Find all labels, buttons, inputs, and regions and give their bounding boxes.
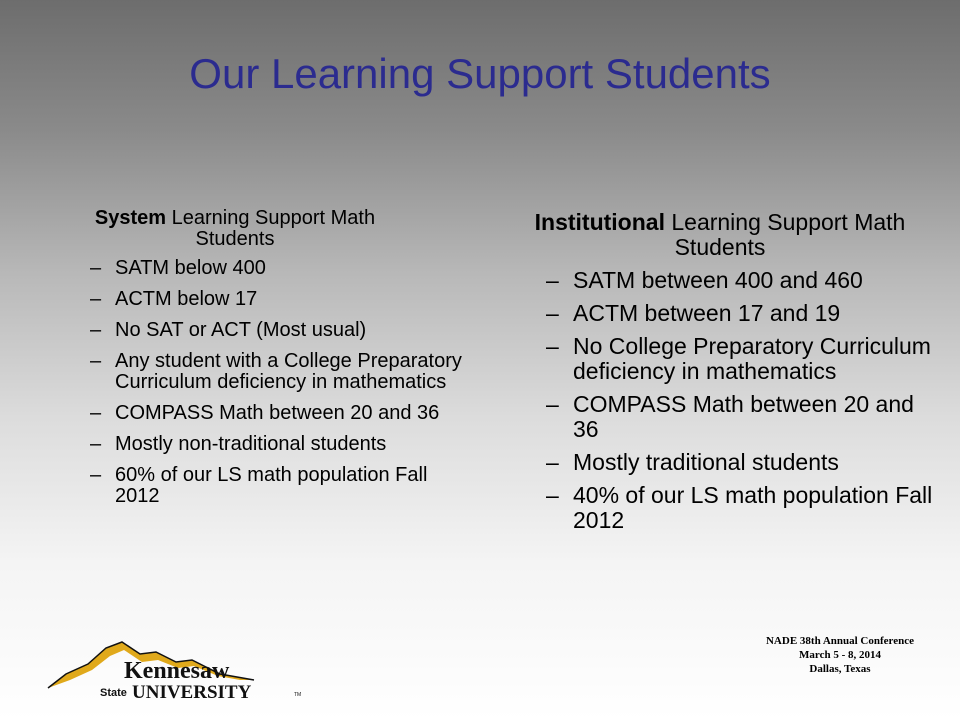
conference-info [720, 634, 960, 676]
system-column [60, 208, 470, 517]
system-criterion-item-text: COMPASS Math between 20 and 36 [115, 402, 440, 424]
system-criterion-item [60, 434, 470, 455]
system-criteria-list [60, 258, 470, 507]
system-criterion-item-text: No SAT or ACT (Most usual) [115, 319, 367, 341]
conference-location: Dallas, Texas [809, 663, 871, 675]
system-criterion-item-text: Mostly non-traditional students [115, 433, 387, 455]
dash-bullet: – [90, 464, 102, 486]
dash-bullet: – [90, 350, 102, 372]
dash-bullet: – [90, 402, 102, 424]
dash-bullet: – [90, 319, 102, 341]
system-criterion-item [60, 465, 470, 507]
logo-kennesaw-text: Kennesaw [124, 658, 230, 684]
institutional-column-heading [500, 210, 940, 260]
dash-bullet: – [90, 433, 102, 455]
institutional-heading-bold: Institutional [534, 209, 665, 235]
dash-bullet: – [546, 333, 559, 359]
system-heading-bold: System [94, 207, 167, 229]
dash-bullet: – [546, 267, 559, 293]
institutional-criterion-item [500, 301, 940, 326]
institutional-criterion-item-text: ACTM between 17 and 19 [573, 300, 841, 326]
system-criterion-item [60, 289, 470, 310]
institutional-heading-rest: Learning Support Math Students [664, 209, 906, 260]
system-criterion-item [60, 403, 470, 424]
institutional-criterion-item [500, 392, 940, 442]
institutional-criteria-list [500, 268, 940, 533]
institutional-criterion-item [500, 268, 940, 293]
institutional-criterion-item [500, 450, 940, 475]
dash-bullet: – [546, 482, 559, 508]
dash-bullet: – [546, 449, 559, 475]
conference-name: NADE 38th Annual Conference [765, 635, 914, 647]
system-heading-rest: Learning Support Math Students [166, 207, 376, 250]
conference-dates: March 5 - 8, 2014 [799, 649, 881, 661]
system-criterion-item-text: ACTM below 17 [115, 288, 258, 310]
slide-title: Our Learning Support Students [189, 50, 771, 97]
institutional-criterion-item-text: No College Preparatory Curriculum deficiency in mathematics [573, 333, 931, 384]
system-column-heading [60, 208, 410, 250]
kennesaw-state-logo [44, 634, 314, 706]
logo-state-text: State [100, 687, 127, 699]
system-criterion-item-text: 60% of our LS math population Fall 2012 [115, 464, 428, 507]
system-criterion-item [60, 320, 470, 341]
dash-bullet: – [90, 257, 102, 279]
institutional-criterion-item-text: SATM between 400 and 460 [573, 267, 863, 293]
system-criterion-item-text: SATM below 400 [115, 257, 266, 279]
system-criterion-item-text: Any student with a College Preparatory Curriculum deficiency in mathematics [115, 350, 462, 393]
dash-bullet: – [546, 391, 559, 417]
institutional-criterion-item [500, 334, 940, 384]
institutional-criterion-item-text: Mostly traditional students [573, 449, 839, 475]
dash-bullet: – [90, 288, 102, 310]
logo-university-text: UNIVERSITY [132, 682, 252, 703]
institutional-criterion-item-text: COMPASS Math between 20 and 36 [573, 391, 914, 442]
institutional-criterion-item [500, 483, 940, 533]
institutional-column [500, 210, 940, 541]
system-criterion-item [60, 351, 470, 393]
dash-bullet: – [546, 300, 559, 326]
system-criterion-item [60, 258, 470, 279]
logo-trademark: TM [294, 692, 302, 698]
institutional-criterion-item-text: 40% of our LS math population Fall 2012 [573, 482, 933, 533]
